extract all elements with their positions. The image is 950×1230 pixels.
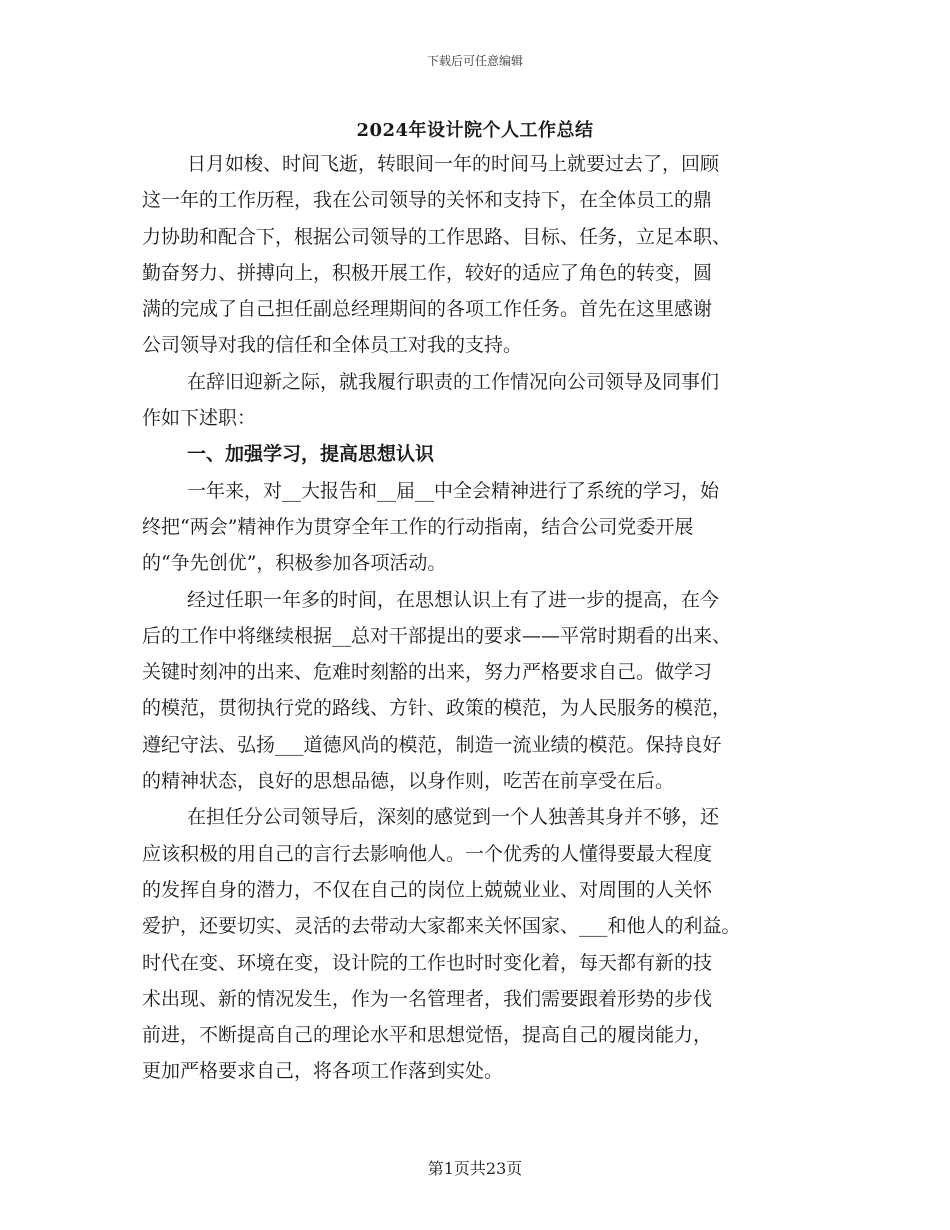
text-line: 日月如梭、时间飞逝，转眼间一年的时间马上就要过去了，回顾 [187,153,720,175]
text-line: 应该积极的用自己的言行去影响他人。一个优秀的人懂得要最大程度 [142,842,713,865]
text-line: 公司领导对我的信任和全体员工对我的支持。 [142,334,523,357]
text-line: 力协助和配合下，根据公司领导的工作思路、目标、任务，立足本职、 [142,225,732,248]
text-line: 终把“两会”精神作为贯穿全年工作的行动指南，结合公司党委开展 [142,515,694,538]
text-line: 关键时刻冲的出来、危难时刻豁的出来，努力严格要求自己。做学习 [142,661,713,684]
text-line: 的发挥自身的潜力，不仅在自己的岗位上兢兢业业、对周围的人关怀 [142,878,713,901]
text-line: 前进，不断提高自己的理论水平和思想觉悟，提高自己的履岗能力， [142,1024,713,1047]
page-footer: 第1页共23页 [427,1159,523,1178]
document-title: 2024年设计院个人工作总结 [356,120,594,141]
text-line: 后的工作中将继续根据__总对干部提出的要求——平常时期看的出来、 [142,624,732,647]
text-line: 的模范，贯彻执行党的路线、方针、政策的模范，为人民服务的模范， [142,697,732,720]
header-note: 下载后可任意编辑 [426,54,523,68]
text-line: 满的完成了自己担任副总经理期间的各项工作任务。首先在这里感谢 [142,298,713,321]
text-line: 时代在变、环境在变，设计院的工作也时时变化着，每天都有新的技 [142,951,713,974]
text-line: 在辞旧迎新之际，就我履行职责的工作情况向公司领导及同事们 [187,370,720,393]
text-line: 一年来，对__大报告和__届__中全会精神进行了系统的学习，始 [187,479,720,502]
text-line: 勤奋努力、拼搏向上，积极开展工作，较好的适应了角色的转变，圆 [142,261,713,284]
text-line: 爱护，还要切实、灵活的去带动大家都来关怀国家、___和他人的利益。 [142,915,741,938]
document-body [142,146,822,1090]
text-line: 作如下述职： [142,407,257,430]
text-line: 的精神状态，良好的思想品德，以身作则，吃苦在前享受在后。 [142,770,675,793]
text-line: 术出现、新的情况发生，作为一名管理者，我们需要跟着形势的步伐 [142,987,713,1010]
text-line: 更加严格要求自己，将各项工作落到实处。 [142,1060,504,1083]
section-heading: 一、加强学习，提高思想认识 [187,443,435,466]
text-line: 经过任职一年多的时间，在思想认识上有了进一步的提高，在今 [187,588,720,611]
text-line: 的“争先创优”，积极参加各项活动。 [142,552,447,575]
text-line: 遵纪守法、弘扬___道德风尚的模范，制造一流业绩的模范。保持良好 [142,733,722,756]
text-line: 在担任分公司领导后，深刻的感觉到一个人独善其身并不够，还 [187,806,720,829]
text-line: 这一年的工作历程，我在公司领导的关怀和支持下，在全体员工的鼎 [142,189,713,212]
